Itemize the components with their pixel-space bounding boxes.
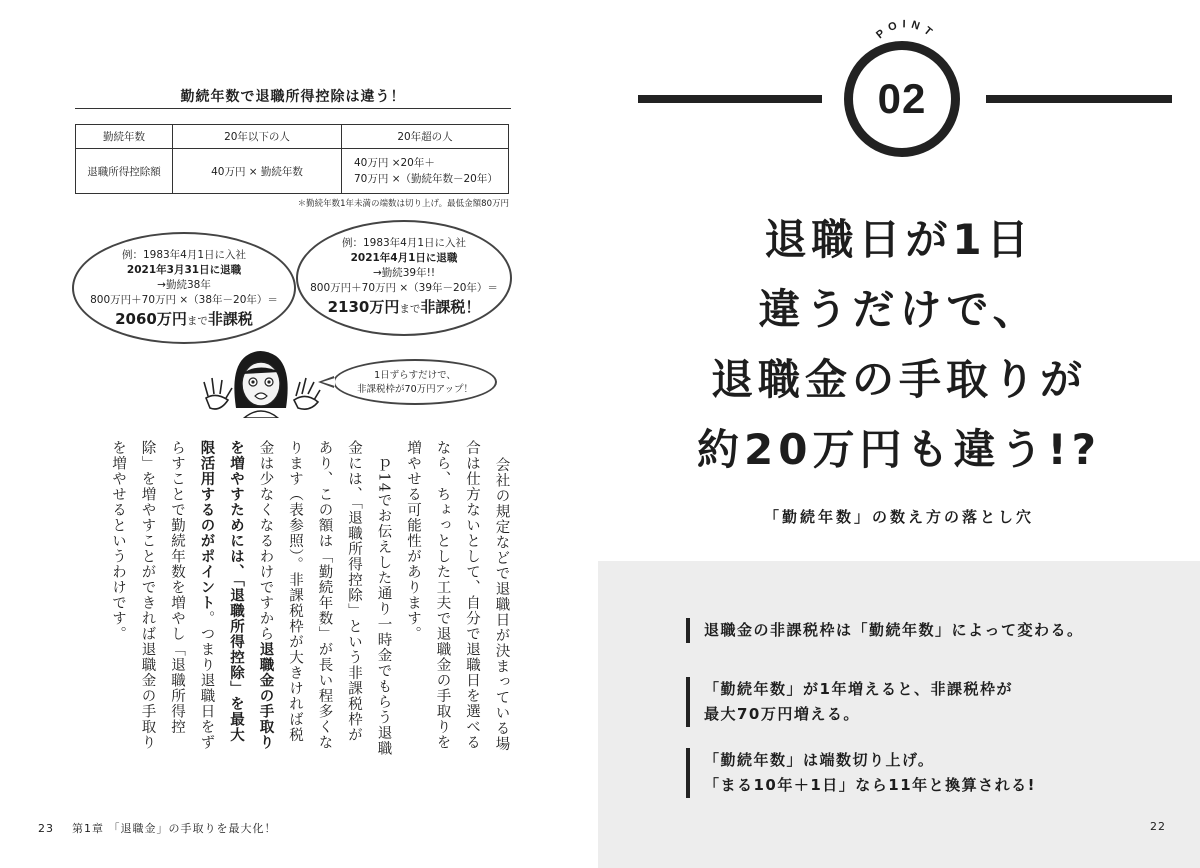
- body-text-emphasis: 限活用するのがポイント: [198, 440, 215, 611]
- body-text-column: [317, 440, 332, 750]
- page-number-right: 22: [1150, 820, 1166, 833]
- body-text-segment: 会社の規定などで退職日が決まっている場: [493, 457, 510, 752]
- body-text-column: [494, 457, 509, 752]
- body-text-segment: ｐ14でお伝えした通り一時金でもらう退職: [375, 457, 392, 757]
- bubble-right-line1: 例：1983年4月1日に入社: [341, 237, 467, 249]
- summary-point-3-line2: 「まる10年＋1日」なら11年と換算される!: [704, 776, 1037, 794]
- body-text-column: [376, 457, 391, 756]
- table-header-years: 勤続年数: [76, 125, 173, 149]
- table-header-over20: 20年超の人: [342, 125, 509, 149]
- page-number-left: 23: [38, 822, 54, 835]
- deduction-table: [75, 124, 509, 194]
- point-number: 02: [877, 75, 927, 122]
- bubble-left-suffix: まで: [186, 315, 208, 327]
- body-text-segment: なら、ちょっとした工夫で退職金の手取りを: [434, 440, 451, 750]
- body-text-segment: 金には、「退職所得控除」という非課税枠が: [346, 440, 362, 743]
- body-text-segment: 金は少なくなるわけですから: [257, 440, 274, 642]
- summary-point-3-line1: 「勤続年数」は端数切り上げ。: [704, 751, 935, 769]
- table-cell-over20: [342, 149, 509, 194]
- bubble-right-line4: 800万円＋70万円 ×（39年－20年）＝: [310, 282, 498, 294]
- bubble-left-result: [74, 308, 294, 330]
- svg-text:POINT: [874, 18, 938, 41]
- bubble-left-line2: 2021年3月31日に退職: [126, 264, 242, 276]
- bubble-right-tax: 非課税！: [420, 298, 481, 316]
- bubble-right-line3: →勤続39年!!: [372, 267, 436, 279]
- bubble-right-result: [298, 296, 510, 318]
- body-text-column: [199, 440, 214, 750]
- body-text-column: [435, 440, 450, 750]
- bubble-left-line1: 例：1983年4月1日に入社: [121, 249, 247, 261]
- body-text-column: [140, 440, 155, 750]
- surprised-woman-icon: [200, 346, 322, 418]
- bubble-right-suffix: まで: [399, 303, 421, 315]
- point-label-text: POINT: [874, 18, 938, 42]
- summary-point-3: [686, 748, 1036, 798]
- table-note: ＊勤続年数1年未満の端数は切り上げ。最低金額80万円: [297, 199, 509, 209]
- body-text-column: [347, 440, 362, 743]
- body-text-emphasis: を増やすためには、「退職所得控除」を最大: [228, 440, 244, 743]
- speech-balloon: [333, 359, 497, 405]
- point-bar-left: [638, 95, 822, 103]
- table-header-row: [76, 125, 509, 149]
- headline: [598, 205, 1200, 485]
- body-text-segment: 。つまり退職日をず: [198, 610, 215, 750]
- bubble-left-line3: →勤続38年: [157, 279, 211, 291]
- example-bubble-left: [72, 232, 296, 344]
- body-text-column: [258, 440, 273, 750]
- table-title: 勤続年数で退職所得控除は違う！: [180, 89, 406, 105]
- left-page: [0, 0, 598, 868]
- body-text-column: [406, 440, 421, 642]
- bubble-left-line4: 800万円＋70万円 ×（38年－20年）＝: [90, 294, 278, 306]
- summary-point-1: [686, 618, 1084, 643]
- bubble-left-tax: 非課税: [207, 310, 253, 328]
- table-cell-under20: 40万円 × 勤続年数: [173, 149, 342, 194]
- body-text-column: [229, 440, 244, 743]
- speech-tail-fill: [322, 378, 335, 386]
- body-text-segment: ります（表参照）。非課税枠が大きければ税: [287, 440, 303, 743]
- body-text-column: [170, 440, 185, 735]
- formula-line1: 40万円 ×20年＋: [354, 157, 435, 169]
- headline-line4: 約20万円も違う!?: [697, 425, 1101, 474]
- chapter-title: 第1章 「退職金」の手取りを最大化！: [72, 822, 277, 835]
- bubble-right-amount: 2130万円: [327, 298, 400, 316]
- body-text-segment: あり、この額は「勤続年数」が長い程多くな: [316, 440, 333, 750]
- body-text-segment: 増やせる可能性があります。: [405, 440, 421, 642]
- body-text-column: [111, 440, 126, 642]
- bubble-right-line2: 2021年4月1日に退職: [350, 252, 458, 264]
- table-row: [76, 149, 509, 194]
- right-page: [598, 0, 1200, 868]
- headline-line1: 退職日が1日: [764, 215, 1034, 264]
- subtitle: 「勤続年数」の数え方の落とし穴: [763, 508, 1034, 526]
- body-text-column: [465, 440, 480, 750]
- title-rule: [75, 108, 511, 109]
- example-bubble-right: [296, 220, 512, 336]
- body-text-segment: らすことで勤続年数を増やし「退職所得控: [169, 440, 185, 735]
- point-bar-right: [986, 95, 1172, 103]
- body-text-emphasis: 退職金の手取り: [257, 641, 274, 750]
- body-text-segment: 合は仕方ないとして、自分で退職日を選べる: [464, 440, 480, 750]
- body-text-segment: を増やせるというわけです。: [110, 440, 126, 642]
- bubble-left-amount: 2060万円: [115, 310, 187, 328]
- table-row-label: 退職所得控除額: [76, 149, 173, 194]
- formula-line2: 70万円 ×（勤続年数－20年）: [354, 173, 498, 185]
- point-circle: [844, 41, 960, 157]
- summary-point-2: [686, 677, 1013, 727]
- speech-line1: 1日ずらすだけで、: [374, 370, 456, 381]
- body-text-column: [288, 440, 303, 743]
- body-text-segment: 除」を増やすことができれば退職金の手取り: [139, 440, 156, 750]
- summary-point-2-line1: 「勤続年数」が1年増えると、非課税枠が: [704, 680, 1013, 698]
- summary-point-2-line2: 最大70万円増える。: [704, 705, 860, 723]
- headline-line2: 違うだけで、: [758, 285, 1040, 334]
- footer-left: [38, 820, 277, 836]
- speech-line2: 非課税枠が70万円アップ！: [357, 384, 473, 395]
- table-header-under20: 20年以下の人: [173, 125, 342, 149]
- summary-point-1-line1: 退職金の非課税枠は「勤続年数」によって変わる。: [704, 621, 1084, 639]
- headline-line3: 退職金の手取りが: [710, 355, 1087, 404]
